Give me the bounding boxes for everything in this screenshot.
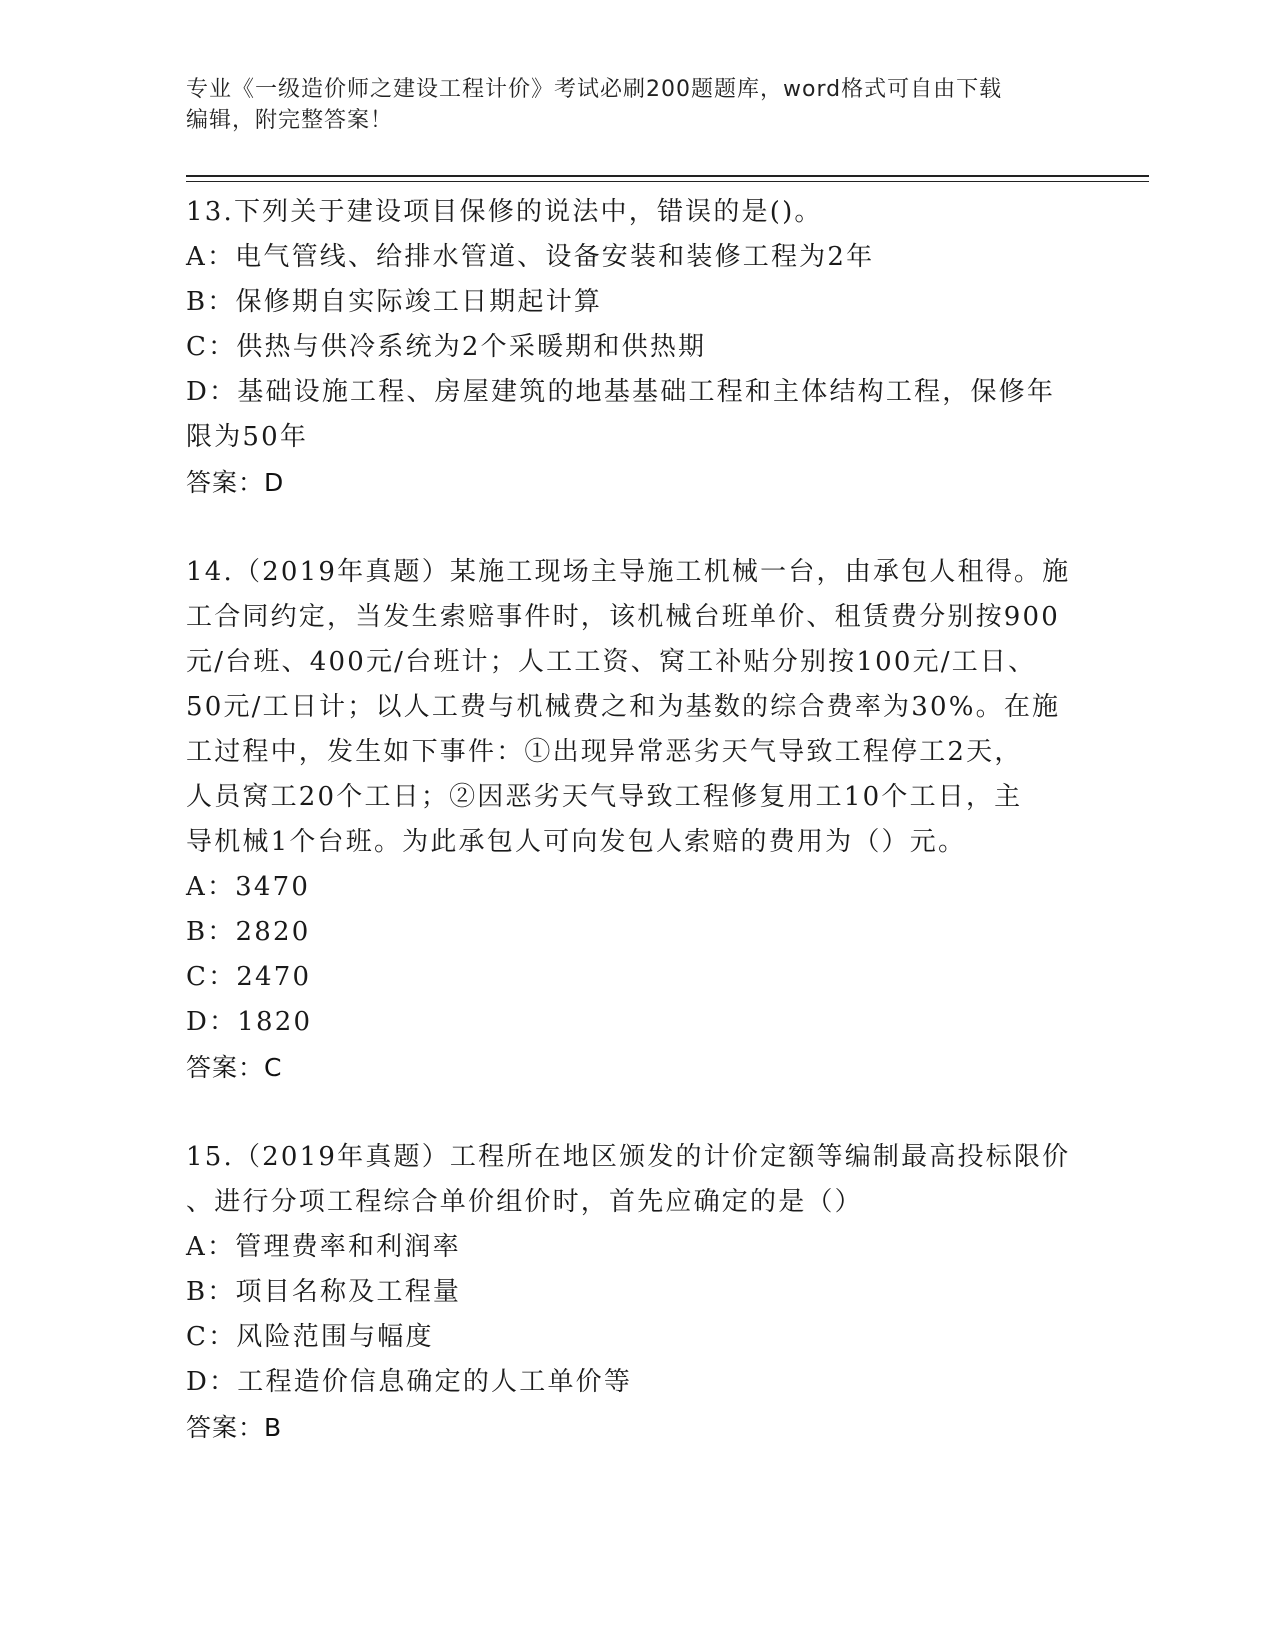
header-rule-thin [186, 181, 1149, 182]
header-line-1: 专业《一级造价师之建设工程计价》考试必刷200题题库，word格式可自由下载 [186, 77, 1003, 102]
question-list [186, 190, 1086, 1450]
question-gap [186, 1090, 1086, 1135]
answer-13: 答案：D [186, 468, 285, 497]
header-line-2: 编辑，附完整答案！ [186, 108, 394, 133]
question-15 [186, 1135, 1086, 1450]
question-14 [186, 550, 1086, 1090]
option-d-line-1: D：基础设施工程、房屋建筑的地基基础工程和主体结构工程，保修年 [186, 377, 1056, 407]
stem-line: 13.下列关于建设项目保修的说法中，错误的是()。 [186, 197, 823, 227]
question-stem [186, 1135, 1086, 1225]
option-a: A：电气管线、给排水管道、设备安装和装修工程为2年 [186, 242, 875, 272]
stem-line: 工合同约定，当发生索赔事件时，该机械台班单价、租赁费分别按900 [186, 602, 1061, 632]
option-a: A：管理费率和利润率 [186, 1232, 461, 1262]
stem-line: 15.（2019年真题）工程所在地区颁发的计价定额等编制最高投标限价 [186, 1142, 1071, 1172]
answer-15: 答案：B [186, 1413, 283, 1442]
stem-line: 元/台班、400元/台班计；人工工资、窝工补贴分别按100元/工日、 [186, 647, 1037, 677]
header-rule-thick [186, 175, 1149, 177]
stem-line: 、进行分项工程综合单价组价时，首先应确定的是（） [186, 1187, 863, 1217]
stem-line: 50元/工日计；以人工费与机械费之和为基数的综合费率为30%。在施 [186, 692, 1061, 722]
option-d: D：工程造价信息确定的人工单价等 [186, 1367, 633, 1397]
option-c: C：供热与供冷系统为2个采暖期和供热期 [186, 332, 707, 362]
document-header [186, 74, 1066, 136]
stem-line: 14.（2019年真题）某施工现场主导施工机械一台，由承包人租得。施 [186, 557, 1071, 587]
option-d-line-2: 限为50年 [186, 422, 309, 452]
option-b: B：项目名称及工程量 [186, 1277, 462, 1307]
question-stem [186, 190, 1086, 235]
question-gap [186, 505, 1086, 550]
question-13 [186, 190, 1086, 505]
option-d [186, 370, 1086, 460]
question-stem [186, 550, 1086, 865]
option-b: B：保修期自实际竣工日期起计算 [186, 287, 603, 317]
stem-line: 人员窝工20个工日；②因恶劣天气导致工程修复用工10个工日，主 [186, 782, 1023, 812]
stem-line: 工过程中，发生如下事件：①出现异常恶劣天气导致工程停工2天， [186, 737, 1023, 767]
option-b: B：2820 [186, 917, 311, 947]
stem-line: 导机械1个台班。为此承包人可向发包人索赔的费用为（）元。 [186, 827, 967, 857]
answer-14: 答案：C [186, 1053, 283, 1082]
option-c: C：风险范围与幅度 [186, 1322, 434, 1352]
option-d: D：1820 [186, 1007, 313, 1037]
option-c: C：2470 [186, 962, 312, 992]
option-a: A：3470 [186, 872, 311, 902]
